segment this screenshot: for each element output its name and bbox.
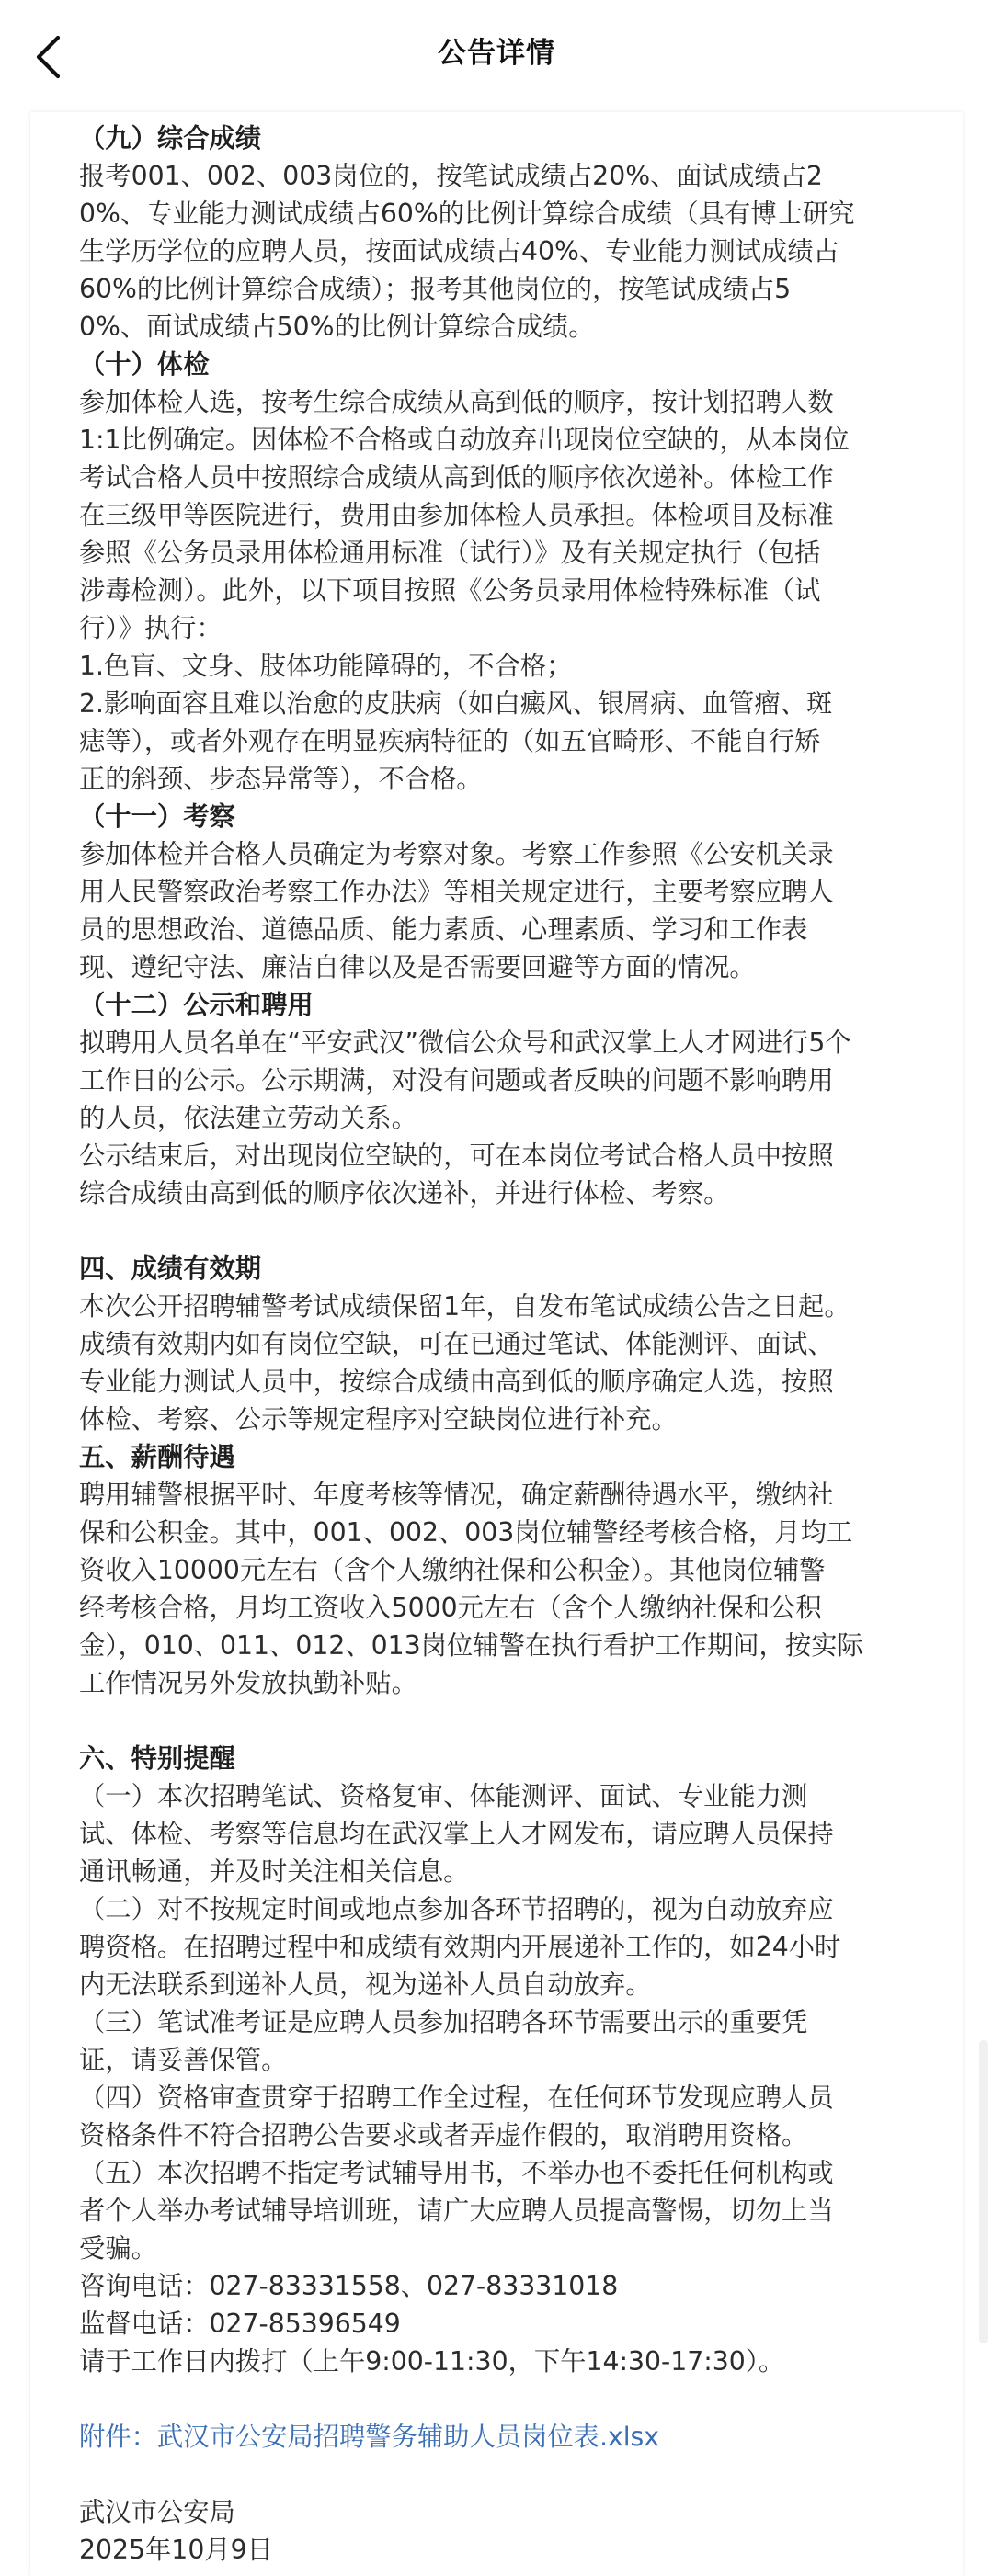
- paragraph-line: 痣等），或者外观存在明显疾病特征的（如五官畸形、不能自行矫: [79, 726, 821, 756]
- paragraph-line: 现、遵纪守法、廉洁自律以及是否需要回避等方面的情况。: [79, 952, 756, 982]
- paragraph-line: 0%、专业能力测试成绩占60%的比例计算综合成绩（具有博士研究: [79, 199, 855, 229]
- paragraph-line: 参加体检人选，按考生综合成绩从高到低的顺序，按计划招聘人数: [79, 387, 834, 417]
- paragraph-line: 正的斜颈、步态异常等），不合格。: [79, 764, 483, 794]
- paragraph-line: 资格条件不符合招聘公告要求或者弄虚作假的，取消聘用资格。: [79, 2120, 808, 2150]
- paragraph-line: 考试合格人员中按照综合成绩从高到低的顺序依次递补。体检工作: [79, 462, 834, 493]
- section-heading: （九）综合成绩: [79, 123, 262, 153]
- top-nav-bar: [0, 0, 993, 112]
- signature-date: 2025年10月9日: [79, 2535, 273, 2565]
- paragraph-line: （一）本次招聘笔试、资格复审、体能测评、面试、专业能力测: [79, 1781, 808, 1811]
- paragraph-line: （四）资格审查贯穿于招聘工作全过程，在任何环节发现应聘人员: [79, 2082, 834, 2113]
- paragraph-line: 公示结束后，对出现岗位空缺的，可在本岗位考试合格人员中按照: [79, 1140, 834, 1171]
- paragraph-line: 金），010、011、012、013岗位辅警在执行看护工作期间，按实际: [79, 1630, 863, 1661]
- paragraph-line: 涉毒检测）。此外，以下项目按照《公务员录用体检特殊标准（试: [79, 575, 821, 606]
- paragraph-line: 参照《公务员录用体检通用标准（试行）》及有关规定执行（包括: [79, 538, 821, 568]
- paragraph-line: 体检、考察、公示等规定程序对空缺岗位进行补充。: [79, 1404, 678, 1435]
- section-heading: 五、薪酬待遇: [79, 1442, 235, 1472]
- paragraph-line: 经考核合格，月均工资收入5000元左右（含个人缴纳社保和公积: [79, 1593, 822, 1623]
- paragraph-line: 本次公开招聘辅警考试成绩保留1年，自发布笔试成绩公告之日起。: [79, 1291, 850, 1322]
- paragraph-line: 试、体检、考察等信息均在武汉掌上人才网发布，请应聘人员保持: [79, 1819, 834, 1849]
- paragraph-line: 的人员，依法建立劳动关系。: [79, 1103, 417, 1133]
- paragraph-line: 受骗。: [79, 2233, 157, 2264]
- paragraph-line: 证，请妥善保管。: [79, 2045, 288, 2075]
- paragraph-line: 资收入10000元左右（含个人缴纳社保和公积金）。其他岗位辅警: [79, 1555, 826, 1585]
- paragraph-line: 0%、面试成绩占50%的比例计算综合成绩。: [79, 312, 595, 342]
- paragraph-line: （三）笔试准考证是应聘人员参加招聘各环节需要出示的重要凭: [79, 2007, 808, 2037]
- paragraph-line: 内无法联系到递补人员，视为递补人员自动放弃。: [79, 1969, 652, 2000]
- call-hours: 请于工作日内拨打（上午9:00-11:30，下午14:30-17:30）。: [79, 2346, 785, 2377]
- paragraph-line: 1:1比例确定。因体检不合格或自动放弃出现岗位空缺的，从本岗位: [79, 425, 850, 455]
- paragraph-line: 成绩有效期内如有岗位空缺，可在已通过笔试、体能测评、面试、: [79, 1329, 834, 1359]
- paragraph-line: 拟聘用人员名单在“平安武汉”微信公众号和武汉掌上人才网进行5个: [79, 1027, 851, 1058]
- paragraph-line: 者个人举办考试辅导培训班，请广大应聘人员提高警惕，切勿上当: [79, 2196, 834, 2226]
- section-heading: 四、成绩有效期: [79, 1254, 262, 1284]
- paragraph-line: 行）》执行：: [79, 613, 223, 643]
- paragraph-line: 聘用辅警根据平时、年度考核等情况，确定薪酬待遇水平，缴纳社: [79, 1480, 834, 1510]
- announcement-body: [30, 112, 963, 2576]
- paragraph-line: 用人民警察政治考察工作办法》等相关规定进行，主要考察应聘人: [79, 877, 834, 907]
- section-heading: （十）体检: [79, 349, 210, 380]
- paragraph-line: （二）对不按规定时间或地点参加各环节招聘的，视为自动放弃应: [79, 1894, 834, 1924]
- spacer: [79, 2380, 953, 2418]
- spacer: [79, 2456, 953, 2493]
- spacer: [79, 1212, 953, 1250]
- section-heading: （十二）公示和聘用: [79, 990, 314, 1020]
- paragraph-line: 通讯畅通，并及时关注相关信息。: [79, 1856, 470, 1887]
- consult-phone: 咨询电话：027-83331558、027-83331018: [79, 2271, 619, 2301]
- attachment-prefix: 附件：: [79, 2422, 157, 2452]
- paragraph-line: 1.色盲、文身、肢体功能障碍的，不合格；: [79, 651, 573, 681]
- paragraph-line: 生学历学位的应聘人员，按面试成绩占40%、专业能力测试成绩占: [79, 236, 839, 267]
- paragraph-line: 参加体检并合格人员确定为考察对象。考察工作参照《公安机关录: [79, 839, 834, 869]
- paragraph-line: 专业能力测试人员中，按综合成绩由高到低的顺序确定人选，按照: [79, 1367, 834, 1397]
- attachment-row: [79, 2418, 953, 2456]
- paragraph-line: 员的思想政治、道德品质、能力素质、心理素质、学习和工作表: [79, 914, 808, 945]
- signature-org: 武汉市公安局: [79, 2497, 235, 2527]
- page-title: 公告详情: [438, 37, 555, 70]
- paragraph-line: 保和公积金。其中，001、002、003岗位辅警经考核合格，月均工: [79, 1517, 853, 1548]
- section-heading: （十一）考察: [79, 801, 235, 832]
- paragraph-line: 聘资格。在招聘过程中和成绩有效期内开展递补工作的，如24小时: [79, 1932, 841, 1962]
- paragraph-line: 60%的比例计算综合成绩）；报考其他岗位的，按笔试成绩占5: [79, 274, 792, 304]
- spacer: [79, 1702, 953, 1740]
- section-heading: 六、特别提醒: [79, 1743, 235, 1774]
- paragraph-line: 2.影响面容且难以治愈的皮肤病（如白癜风、银屑病、血管瘤、斑: [79, 688, 833, 719]
- attachment-link[interactable]: 武汉市公安局招聘警务辅助人员岗位表.xlsx: [156, 2422, 660, 2452]
- scrollbar[interactable]: [979, 2040, 988, 2343]
- paragraph-line: 在三级甲等医院进行，费用由参加体检人员承担。体检项目及标准: [79, 500, 834, 530]
- paragraph-line: 工作日的公示。公示期满，对没有问题或者反映的问题不影响聘用: [79, 1065, 834, 1095]
- paragraph-line: 综合成绩由高到低的顺序依次递补，并进行体检、考察。: [79, 1178, 730, 1209]
- paragraph-line: 工作情况另外发放执勤补贴。: [79, 1668, 417, 1698]
- paragraph-line: （五）本次招聘不指定考试辅导用书，不举办也不委托任何机构或: [79, 2158, 834, 2188]
- supervision-phone: 监督电话：027-85396549: [79, 2309, 401, 2339]
- paragraph-line: 报考001、002、003岗位的，按笔试成绩占20%、面试成绩占2: [79, 161, 823, 191]
- announcement-content: [79, 119, 953, 2569]
